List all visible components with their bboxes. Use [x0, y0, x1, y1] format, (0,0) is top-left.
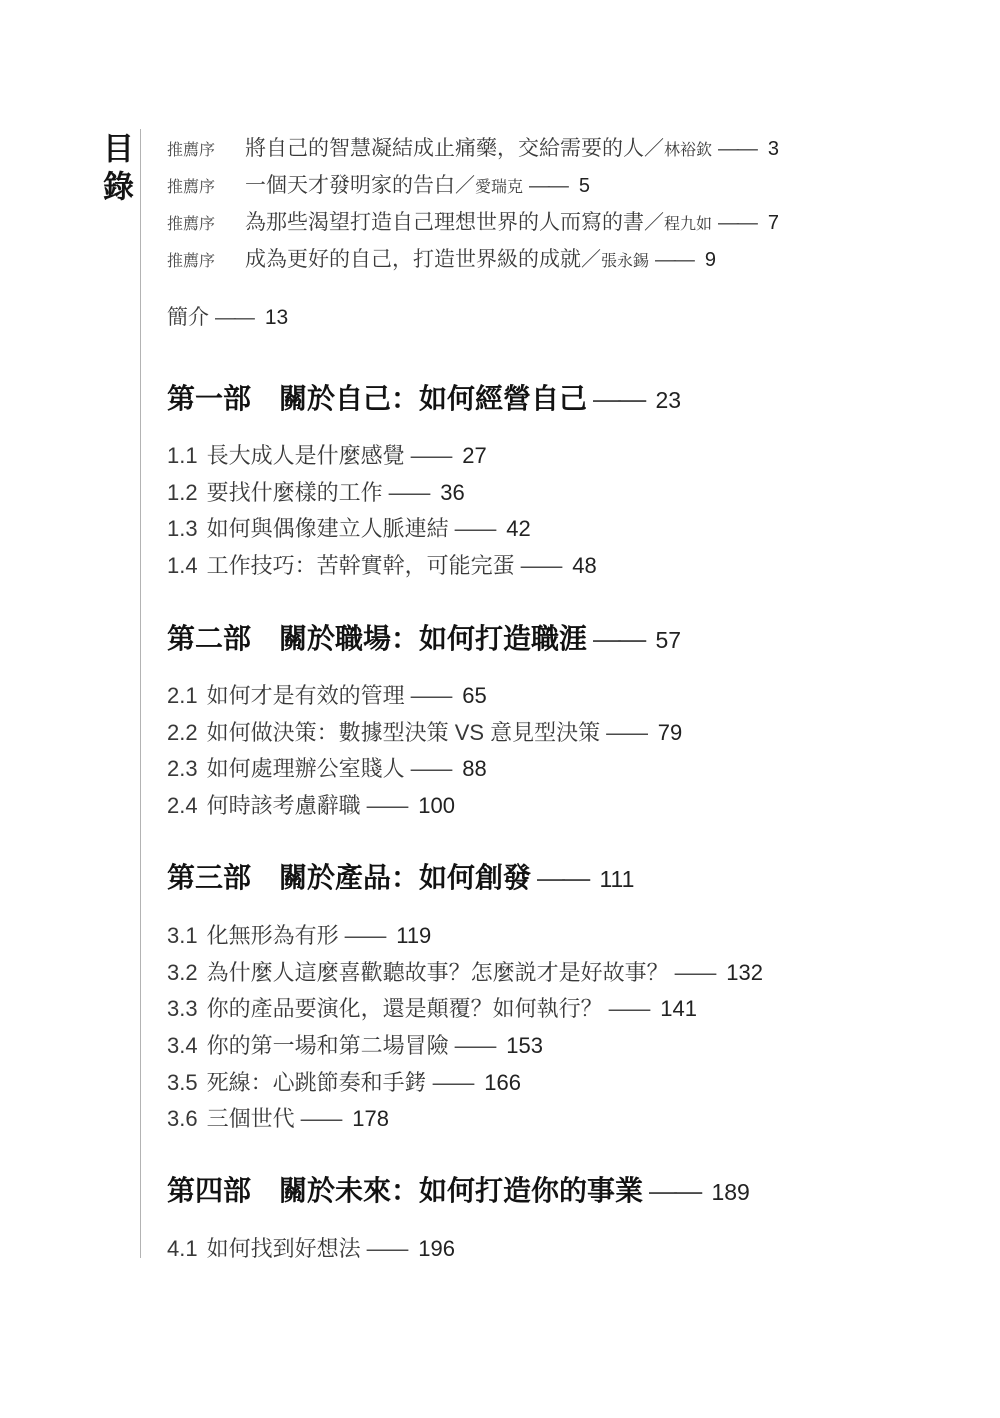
dash: —— — [410, 443, 451, 468]
page-number: 9 — [704, 249, 716, 271]
chapter-entry — [167, 443, 487, 468]
chapter-number: 3.6 — [167, 1106, 198, 1131]
preface-entry — [167, 211, 779, 235]
chapter-entry — [167, 683, 487, 708]
entry-title: 何時該考慮辭職 — [206, 793, 361, 818]
dash: —— — [410, 683, 451, 708]
dash: —— — [655, 248, 693, 271]
page-number: 27 — [462, 443, 487, 468]
vertical-divider — [140, 129, 141, 1258]
chapter-number: 2.3 — [167, 756, 198, 781]
dash: —— — [366, 793, 407, 818]
entry-label: 推薦序 — [167, 142, 216, 159]
dash: —— — [344, 923, 385, 948]
chapter-entry — [167, 1070, 521, 1095]
entry-label: 推薦序 — [167, 253, 216, 270]
chapter-entry — [167, 1236, 455, 1261]
page-number: 132 — [726, 960, 763, 985]
page-number: 178 — [352, 1106, 389, 1131]
chapter-number: 3.4 — [167, 1033, 198, 1058]
page-number: 141 — [660, 996, 697, 1021]
part-label: 第二部 — [167, 623, 252, 654]
dash: —— — [410, 756, 451, 781]
chapter-entry — [167, 480, 465, 505]
chapter-number: 1.4 — [167, 553, 198, 578]
entry-title: 如何與偶像建立人脈連結 — [206, 516, 449, 541]
dash: —— — [718, 211, 756, 234]
entry-title: 長大成人是什麼感覺 — [206, 443, 405, 468]
page-number: 42 — [506, 516, 531, 541]
part-title: 關於自己：如何經營自己 — [279, 383, 588, 414]
entry-title: 你的第一場和第二場冒險 — [206, 1033, 449, 1058]
part-label: 第四部 — [167, 1175, 252, 1206]
chapter-entry — [167, 516, 531, 541]
dash: —— — [454, 1033, 495, 1058]
page-number: 153 — [506, 1033, 543, 1058]
entry-title: 如何找到好想法 — [206, 1236, 361, 1261]
page-number: 196 — [418, 1236, 455, 1261]
dash: —— — [606, 720, 646, 745]
page-number: 13 — [264, 306, 289, 329]
chapter-entry — [167, 996, 697, 1021]
dash: —— — [520, 553, 561, 578]
chapter-number: 3.3 — [167, 996, 198, 1021]
author-name: 程九如 — [664, 216, 713, 233]
author-name: 林裕欽 — [664, 142, 713, 159]
chapter-entry — [167, 720, 682, 745]
page-number: 189 — [711, 1179, 750, 1205]
dash: —— — [674, 960, 715, 985]
part-label: 第一部 — [167, 383, 252, 414]
entry-title: 一個天才發明家的告白 — [245, 174, 455, 197]
chapter-entry — [167, 923, 431, 948]
slash-separator: ／ — [455, 175, 475, 197]
chapter-number: 3.1 — [167, 923, 198, 948]
part-heading — [167, 862, 634, 894]
chapter-number: 2.4 — [167, 793, 198, 818]
chapter-entry — [167, 1106, 389, 1131]
entry-label: 推薦序 — [167, 179, 216, 196]
page-number: 100 — [418, 793, 455, 818]
page-number: 65 — [462, 683, 487, 708]
part-title: 關於未來：如何打造你的事業 — [279, 1175, 644, 1206]
dash: —— — [300, 1106, 341, 1131]
toc-title: 目錄 — [98, 132, 133, 208]
part-heading — [167, 383, 681, 415]
preface-entry — [167, 137, 779, 161]
part-title: 關於職場：如何打造職涯 — [279, 623, 588, 654]
part-title: 關於產品：如何創發 — [279, 862, 532, 893]
author-name: 愛瑞克 — [475, 179, 524, 196]
dash: —— — [388, 480, 429, 505]
chapter-entry — [167, 1033, 543, 1058]
entry-title: 如何處理辦公室賤人 — [206, 756, 405, 781]
page-number: 88 — [462, 756, 487, 781]
part-heading — [167, 623, 681, 655]
entry-title: 將自己的智慧凝結成止痛藥，交給需要的人 — [245, 137, 644, 160]
entry-title: 工作技巧：苦幹實幹，可能完蛋 — [206, 553, 515, 578]
slash-separator: ／ — [581, 249, 601, 271]
entry-label: 推薦序 — [167, 216, 216, 233]
dash: —— — [593, 383, 644, 414]
dash: —— — [649, 1175, 700, 1206]
page-number: 23 — [655, 387, 682, 413]
dash: —— — [537, 862, 588, 893]
entry-title: 為什麼人這麼喜歡聽故事？怎麼説才是好故事？ — [206, 960, 669, 985]
entry-title: 如何才是有效的管理 — [206, 683, 405, 708]
page-number: 3 — [767, 138, 779, 160]
page-number: 119 — [396, 923, 432, 948]
dash: —— — [366, 1236, 407, 1261]
entry-title: 化無形為有形 — [206, 923, 339, 948]
chapter-number: 3.2 — [167, 960, 198, 985]
chapter-number: 1.2 — [167, 480, 198, 505]
entry-title: 你的產品要演化，還是顛覆？如何執行？ — [206, 996, 603, 1021]
page-number: 57 — [655, 627, 682, 653]
entry-title: 成為更好的自己，打造世界級的成就 — [245, 248, 581, 271]
dash: —— — [215, 306, 253, 329]
dash: —— — [608, 996, 649, 1021]
part-label: 第三部 — [167, 862, 252, 893]
page-number: 7 — [767, 212, 779, 234]
page-number: 36 — [440, 480, 465, 505]
page-number: 48 — [572, 553, 597, 578]
author-name: 張永錫 — [601, 253, 650, 270]
entry-title: 死線：心跳節奏和手銬 — [206, 1070, 427, 1095]
page-number: 166 — [484, 1070, 521, 1095]
chapter-entry — [167, 793, 455, 818]
entry-title: 如何做決策：數據型決策 VS 意見型決策 — [206, 720, 601, 745]
slash-separator: ／ — [644, 212, 664, 234]
preface-entry — [167, 248, 716, 272]
dash: —— — [718, 137, 756, 160]
page-number: 79 — [657, 720, 683, 745]
chapter-entry — [167, 756, 487, 781]
dash: —— — [432, 1070, 473, 1095]
dash: —— — [454, 516, 495, 541]
chapter-entry — [167, 960, 763, 985]
slash-separator: ／ — [644, 138, 664, 160]
chapter-number: 3.5 — [167, 1070, 198, 1095]
dash: —— — [593, 623, 644, 654]
chapter-entry — [167, 553, 597, 578]
part-heading — [167, 1175, 750, 1207]
entry-title: 三個世代 — [206, 1106, 295, 1131]
dash: —— — [529, 174, 567, 197]
page-number: 5 — [578, 175, 590, 197]
entry-title: 簡介 — [167, 306, 209, 329]
chapter-number: 4.1 — [167, 1236, 198, 1261]
page-number: 111 — [599, 866, 635, 892]
entry-title: 為那些渴望打造自己理想世界的人而寫的書 — [245, 211, 644, 234]
chapter-number: 1.3 — [167, 516, 198, 541]
preface-entry — [167, 174, 590, 198]
entry-title: 要找什麼樣的工作 — [206, 480, 383, 505]
intro-entry — [167, 306, 288, 330]
chapter-number: 2.2 — [167, 720, 198, 745]
chapter-number: 1.1 — [167, 443, 198, 468]
chapter-number: 2.1 — [167, 683, 198, 708]
